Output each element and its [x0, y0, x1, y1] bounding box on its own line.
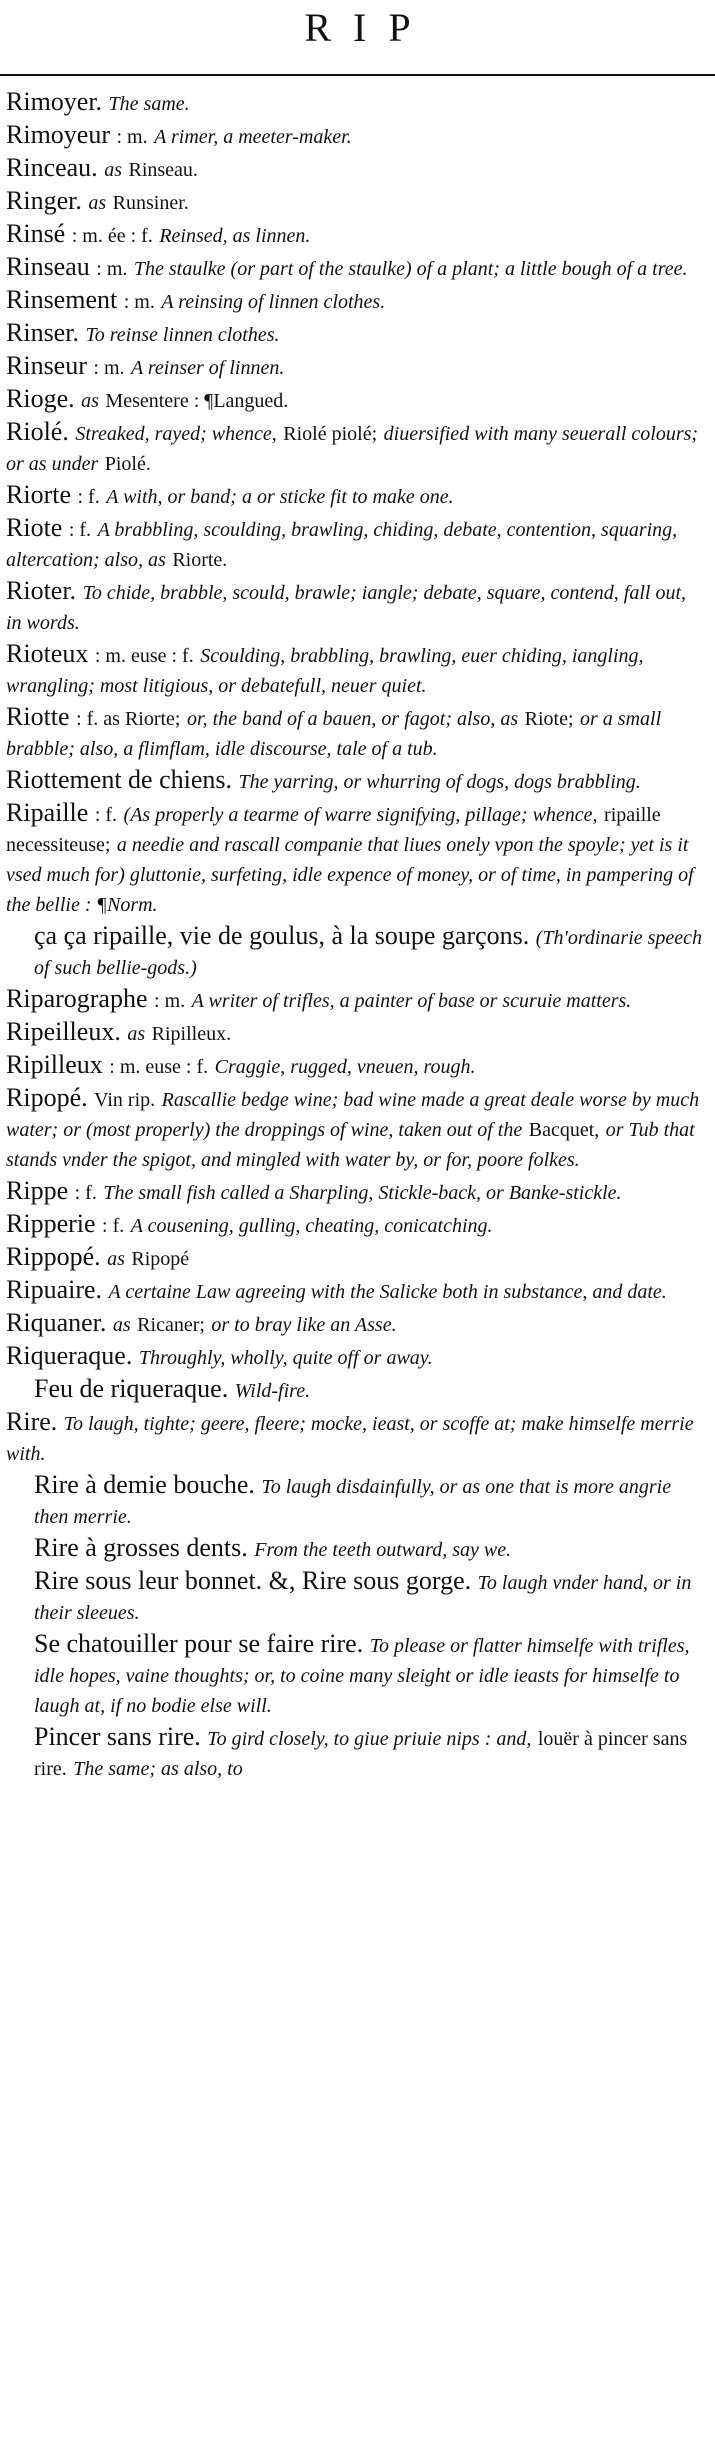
dictionary-entry	[6, 253, 706, 283]
dictionary-entry	[6, 220, 706, 250]
headword: Rippe	[6, 1176, 69, 1205]
dictionary-entry	[6, 1309, 706, 1339]
grammar-note: : m.	[96, 258, 128, 280]
definition-continued: or a small brabble; also, a flimflam, idle discourse, tale of a tub.	[6, 708, 662, 760]
headword: Riotte	[6, 702, 70, 731]
definition: (Th'ordinarie speech of such bellie-gods.)	[34, 927, 703, 979]
dictionary-entry	[6, 88, 706, 118]
grammar-note: : m.	[93, 357, 125, 379]
grammar-note: : m.	[154, 990, 186, 1012]
headword: Rioge.	[6, 384, 75, 413]
headword: Riqueraque.	[6, 1341, 133, 1370]
definition: or, the band of a bauen, or fagot; also, as	[187, 708, 519, 730]
definition: A with, or band; a or sticke fit to make one.	[106, 486, 454, 508]
definition: To laugh disdainfully, or as one that is more angrie then merrie.	[34, 1476, 672, 1528]
definition: Craggie, rugged, vneuen, rough.	[214, 1056, 476, 1078]
headword: Rioter.	[6, 576, 77, 605]
definition: as	[127, 1023, 146, 1045]
sub-entry	[6, 1471, 706, 1531]
grammar-note: : m. euse : f.	[94, 645, 194, 667]
dictionary-entries	[6, 88, 706, 1786]
headword: Ripeilleux.	[6, 1017, 121, 1046]
definition: The yarring, or whurring of dogs, dogs brabbling.	[238, 771, 641, 793]
roman-text: ripaille necessiteuse;	[6, 804, 661, 856]
header-rule	[0, 74, 715, 76]
definition: To gird closely, to giue priuie nips : and,	[207, 1728, 532, 1750]
sub-entry	[6, 1534, 706, 1564]
dictionary-entry	[6, 418, 706, 478]
definition: To laugh, tighte; geere, fleere; mocke, ieast, or scoffe at; make himselfe merrie with.	[6, 1413, 694, 1465]
sub-entry	[6, 922, 706, 982]
definition: as	[88, 192, 107, 214]
headword: Rioteux	[6, 639, 89, 668]
headword: Ripuaire.	[6, 1275, 103, 1304]
roman-text: Runsiner.	[112, 192, 189, 214]
sub-entry	[6, 1630, 706, 1720]
dictionary-entry	[6, 766, 706, 796]
dictionary-entry	[6, 1408, 706, 1468]
headword: Rire.	[6, 1407, 58, 1436]
definition: as	[81, 390, 99, 412]
headword: Riolé.	[6, 417, 69, 446]
definition: A reinsing of linnen clothes.	[161, 291, 386, 313]
definition: The staulke (or part of the staulke) of a plant; a little bough of a tree.	[133, 258, 688, 280]
dictionary-entry	[6, 640, 706, 700]
definition: A cousening, gulling, cheating, conicatching.	[130, 1215, 493, 1237]
definition: To please or flatter himselfe with trifles, idle hopes, vaine thoughts; or, to coine many sleight or idle ieasts for himselfe to laugh at, if no bodie else will.	[34, 1635, 690, 1717]
grammar-note: : m.	[123, 291, 155, 313]
dictionary-entry	[6, 1084, 706, 1174]
headword: Rinseau	[6, 252, 90, 281]
sub-entry	[6, 1567, 706, 1627]
headword: Rimoyeur	[6, 120, 110, 149]
headword: Riparographe	[6, 984, 148, 1013]
grammar-note: : f.	[102, 1215, 125, 1237]
definition: Scoulding, brabbling, brawling, euer chiding, iangling, wrangling; most litigious, or debatefull, neuer quiet.	[6, 645, 644, 697]
roman-text: Mesentere : ¶Langued.	[105, 390, 289, 412]
definition: A certaine Law agreeing with the Salicke both in substance, and date.	[108, 1281, 667, 1303]
headword: Rinsement	[6, 285, 118, 314]
headword: Rinceau.	[6, 153, 98, 182]
definition: From the teeth outward, say we.	[254, 1539, 512, 1561]
headword: Rimoyer.	[6, 87, 103, 116]
headword: Rire sous leur bonnet. &, Rire sous gorge.	[34, 1566, 472, 1595]
roman-text: Ripilleux.	[151, 1023, 232, 1045]
definition: To laugh vnder hand, or in their sleeues.	[34, 1572, 692, 1624]
sub-entry	[6, 1375, 706, 1405]
grammar-note: : f.	[68, 519, 92, 541]
definition-continued: or to bray like an Asse.	[211, 1314, 397, 1336]
dictionary-entry	[6, 1177, 706, 1207]
headword: Rinseur	[6, 351, 87, 380]
definition: The same.	[108, 93, 190, 115]
definition: A rimer, a meeter-maker.	[154, 126, 352, 148]
definition: A brabbling, scoulding, brawling, chiding, debate, contention, squaring, altercation; also, as	[6, 519, 678, 571]
headword: Rippopé.	[6, 1242, 101, 1271]
dictionary-entry	[6, 985, 706, 1015]
dictionary-entry	[6, 121, 706, 151]
roman-text: Riorte.	[172, 549, 228, 571]
definition: as	[112, 1314, 131, 1336]
roman-text: Riote;	[524, 708, 574, 730]
dictionary-entry	[6, 154, 706, 184]
headword: Ripopé.	[6, 1083, 88, 1112]
page-title: RIP	[304, 5, 433, 50]
headword: ça ça ripaille, vie de goulus, à la soupe garçons.	[34, 921, 530, 950]
definition-continued: The same; as also, to	[73, 1758, 243, 1780]
definition: Throughly, wholly, quite off or away.	[138, 1347, 433, 1369]
dictionary-entry	[6, 385, 706, 415]
headword: Rire à demie bouche.	[34, 1470, 255, 1499]
dictionary-entry	[6, 1018, 706, 1048]
roman-text: Rinseau.	[128, 159, 198, 181]
definition: Rascallie bedge wine; bad wine made a great deale worse by much water; or (most properly) the droppings of wine, taken out of the	[6, 1089, 700, 1141]
definition: A reinser of linnen.	[131, 357, 285, 379]
roman-text: Ricaner;	[137, 1314, 205, 1336]
definition: A writer of trifles, a painter of base or scuruie matters.	[191, 990, 632, 1012]
headword: Pincer sans rire.	[34, 1722, 201, 1751]
grammar-note: : m. euse : f.	[109, 1056, 209, 1078]
dictionary-entry	[6, 799, 706, 919]
headword: Riorte	[6, 480, 71, 509]
dictionary-entry	[6, 319, 706, 349]
dictionary-entry	[6, 352, 706, 382]
cross-reference: Piolé.	[104, 453, 151, 475]
headword: Riote	[6, 513, 63, 542]
definition: as	[104, 159, 122, 181]
dictionary-entry	[6, 1276, 706, 1306]
headword: Ripilleux	[6, 1050, 103, 1079]
grammar-note: : f. as Riorte;	[76, 708, 181, 730]
dictionary-entry	[6, 1243, 706, 1273]
headword: Se chatouiller pour se faire rire.	[34, 1629, 364, 1658]
headword: Rire à grosses dents.	[34, 1533, 248, 1562]
definition: To chide, brabble, scould, brawle; iangle; debate, square, contend, fall out, in words.	[6, 582, 687, 634]
headword: Riquaner.	[6, 1308, 107, 1337]
dictionary-entry	[6, 1051, 706, 1081]
definition: Reinsed, as linnen.	[159, 225, 311, 247]
headword: Ringer.	[6, 186, 82, 215]
page-header	[0, 0, 715, 60]
dictionary-entry	[6, 1342, 706, 1372]
grammar-note: Vin rip.	[94, 1089, 156, 1111]
definition: Wild-fire.	[234, 1380, 311, 1402]
headword: Ripperie	[6, 1209, 96, 1238]
grammar-note: : m.	[116, 126, 148, 148]
definition: The small fish called a Sharpling, Stickle-back, or Banke-stickle.	[103, 1182, 622, 1204]
grammar-note: : f.	[77, 486, 100, 508]
headword: Ripaille	[6, 798, 89, 827]
headword: Feu de riqueraque.	[34, 1374, 229, 1403]
dictionary-entry	[6, 703, 706, 763]
roman-text: louër à pincer sans rire.	[34, 1728, 688, 1780]
definition: To reinse linnen clothes.	[85, 324, 280, 346]
headword: Riottement de chiens.	[6, 765, 233, 794]
definition-continued: or Tub that stands vnder the spigot, and mingled with water by, or for, poore folkes.	[6, 1119, 695, 1171]
definition: Streaked, rayed; whence,	[75, 423, 277, 445]
roman-text: Bacquet,	[528, 1119, 600, 1141]
grammar-note: : m. ée : f.	[71, 225, 153, 247]
definition-continued: diuersified with many seuerall colours; or as under	[6, 423, 699, 475]
headword: Rinsé	[6, 219, 66, 248]
headword: Rinser.	[6, 318, 79, 347]
dictionary-entry	[6, 187, 706, 217]
dictionary-entry	[6, 286, 706, 316]
sub-entry	[6, 1723, 706, 1783]
dictionary-entry	[6, 577, 706, 637]
definition: (As properly a tearme of warre signifying, pillage; whence,	[123, 804, 598, 826]
definition: as	[107, 1248, 125, 1270]
dictionary-entry	[6, 481, 706, 511]
roman-text: Riolé piolé;	[283, 423, 378, 445]
grammar-note: : f.	[94, 804, 118, 826]
dictionary-entry	[6, 514, 706, 574]
grammar-note: : f.	[74, 1182, 97, 1204]
roman-text: Ripopé	[131, 1248, 190, 1270]
definition-continued: a needie and rascall companie that liues onely vpon the spoyle; yet is it vsed much for) gluttonie, surfeting, idle expence of money, or of time, in pampering of the bellie : ¶Norm.	[6, 834, 694, 916]
dictionary-entry	[6, 1210, 706, 1240]
